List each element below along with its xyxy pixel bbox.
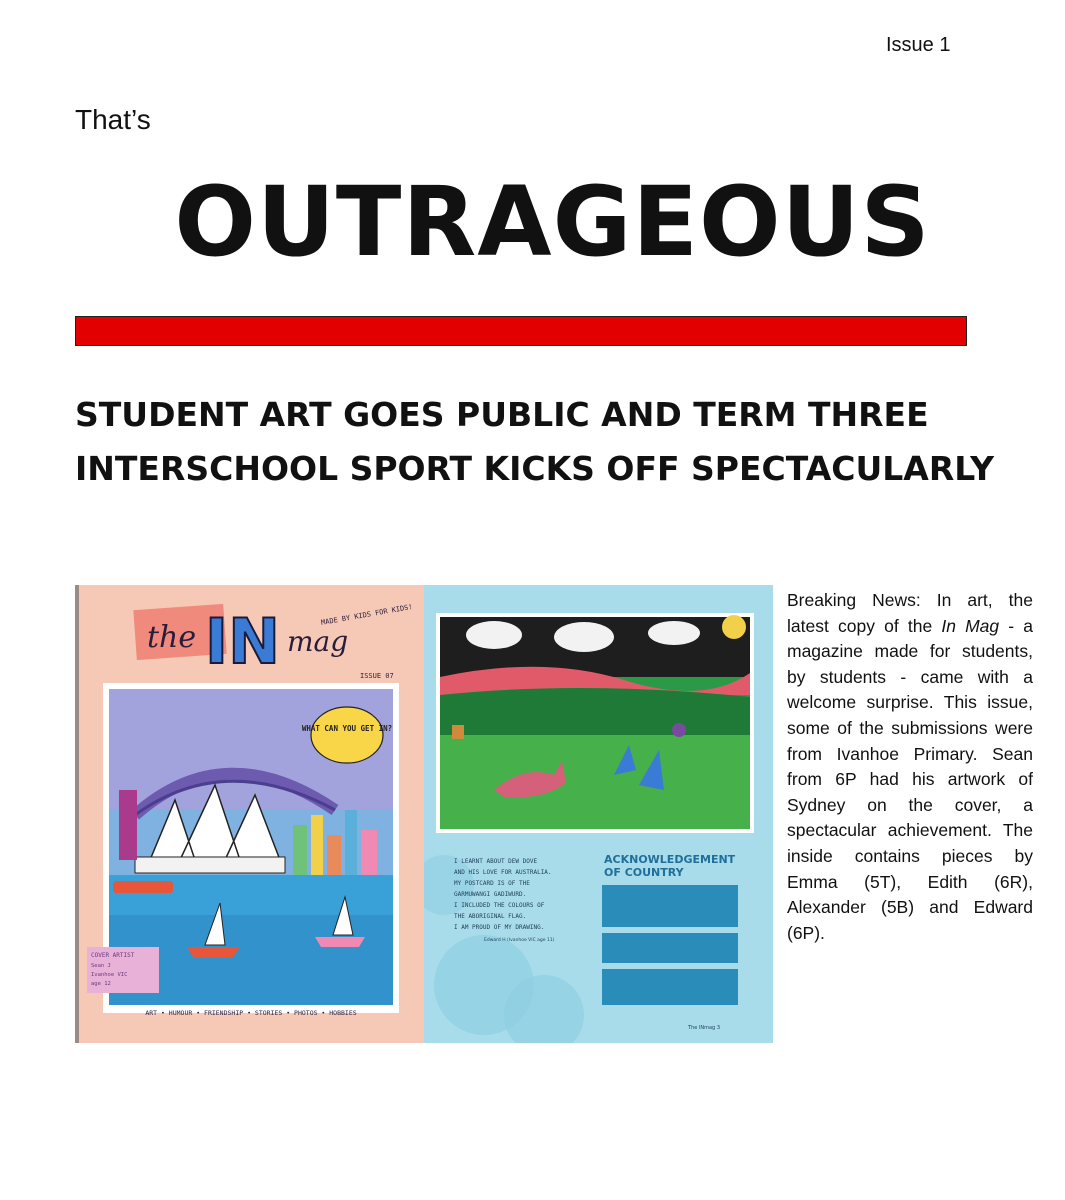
cover-artist-line: age 12 bbox=[91, 981, 111, 987]
cover-tagline: MADE BY KIDS FOR KIDS! bbox=[320, 602, 414, 627]
issue-number: Issue 1 bbox=[886, 34, 951, 56]
cover-issue-no: ISSUE 07 bbox=[360, 672, 394, 680]
ack-title-line-2: OF COUNTRY bbox=[604, 866, 684, 879]
red-divider-bar bbox=[75, 316, 967, 346]
cover-artist-line: Sean J bbox=[91, 963, 111, 969]
ack-title-line-1: ACKNOWLEDGEMENT bbox=[604, 853, 736, 866]
caption-line: AND HIS LOVE FOR AUSTRALIA. bbox=[454, 869, 552, 876]
cover-logo-mag: mag bbox=[287, 625, 349, 658]
cover-logo-the: the bbox=[147, 620, 197, 655]
caption-line: THE ABORIGINAL FLAG. bbox=[454, 913, 527, 920]
caption-credit: Edward H (Ivanhoe VIC age 11) bbox=[484, 938, 555, 943]
caption-line: GARMUWANGI GADIWURD. bbox=[454, 891, 527, 898]
inside-page-label: The INmag 3 bbox=[688, 1025, 720, 1031]
magazine-inside-page-image bbox=[424, 585, 773, 1043]
caption-line: I LEARNT ABOUT DEW DOVE bbox=[454, 858, 538, 865]
cover-artist-label: COVER ARTIST bbox=[91, 952, 135, 959]
article-text-part1: Breaking News: In art, the latest copy of the bbox=[787, 590, 1033, 636]
article-images bbox=[75, 585, 773, 1043]
magazine-name: In Mag bbox=[941, 615, 1000, 636]
cover-bubble: WHAT CAN YOU GET IN? bbox=[301, 724, 393, 733]
caption-line: I AM PROUD OF MY DRAWING. bbox=[454, 924, 545, 931]
masthead-title: OUTRAGEOUS bbox=[174, 166, 931, 278]
cover-artist-line: Ivanhoe VIC bbox=[91, 972, 128, 978]
article-text-part2: - a magazine made for students, by students - came with a welcome surprise. This issue, some of the submissions were from Ivanhoe Primary. Sean from 6P had his artwork of Sydney on the cover, a spectacular achievement. The inside contains pieces by Emma (5T), Edith (6R), Alexander (5B) and Edward (6P). bbox=[787, 615, 1033, 943]
headline: STUDENT ART GOES PUBLIC AND TERM THREE INTERSCHOOL SPORT KICKS OFF SPECTACULARLY bbox=[75, 395, 995, 488]
cover-logo-in: IN bbox=[205, 605, 280, 678]
article-body bbox=[787, 588, 1033, 946]
cover-footer: ART • HUMOUR • FRIENDSHIP • STORIES • PHOTOS • HOBBIES bbox=[145, 1009, 357, 1017]
caption-line: I INCLUDED THE COLOURS OF bbox=[454, 902, 545, 909]
caption-line: MY POSTCARD IS OF THE bbox=[454, 880, 530, 887]
masthead-kicker: That’s bbox=[75, 104, 151, 135]
magazine-cover-image bbox=[75, 585, 424, 1043]
